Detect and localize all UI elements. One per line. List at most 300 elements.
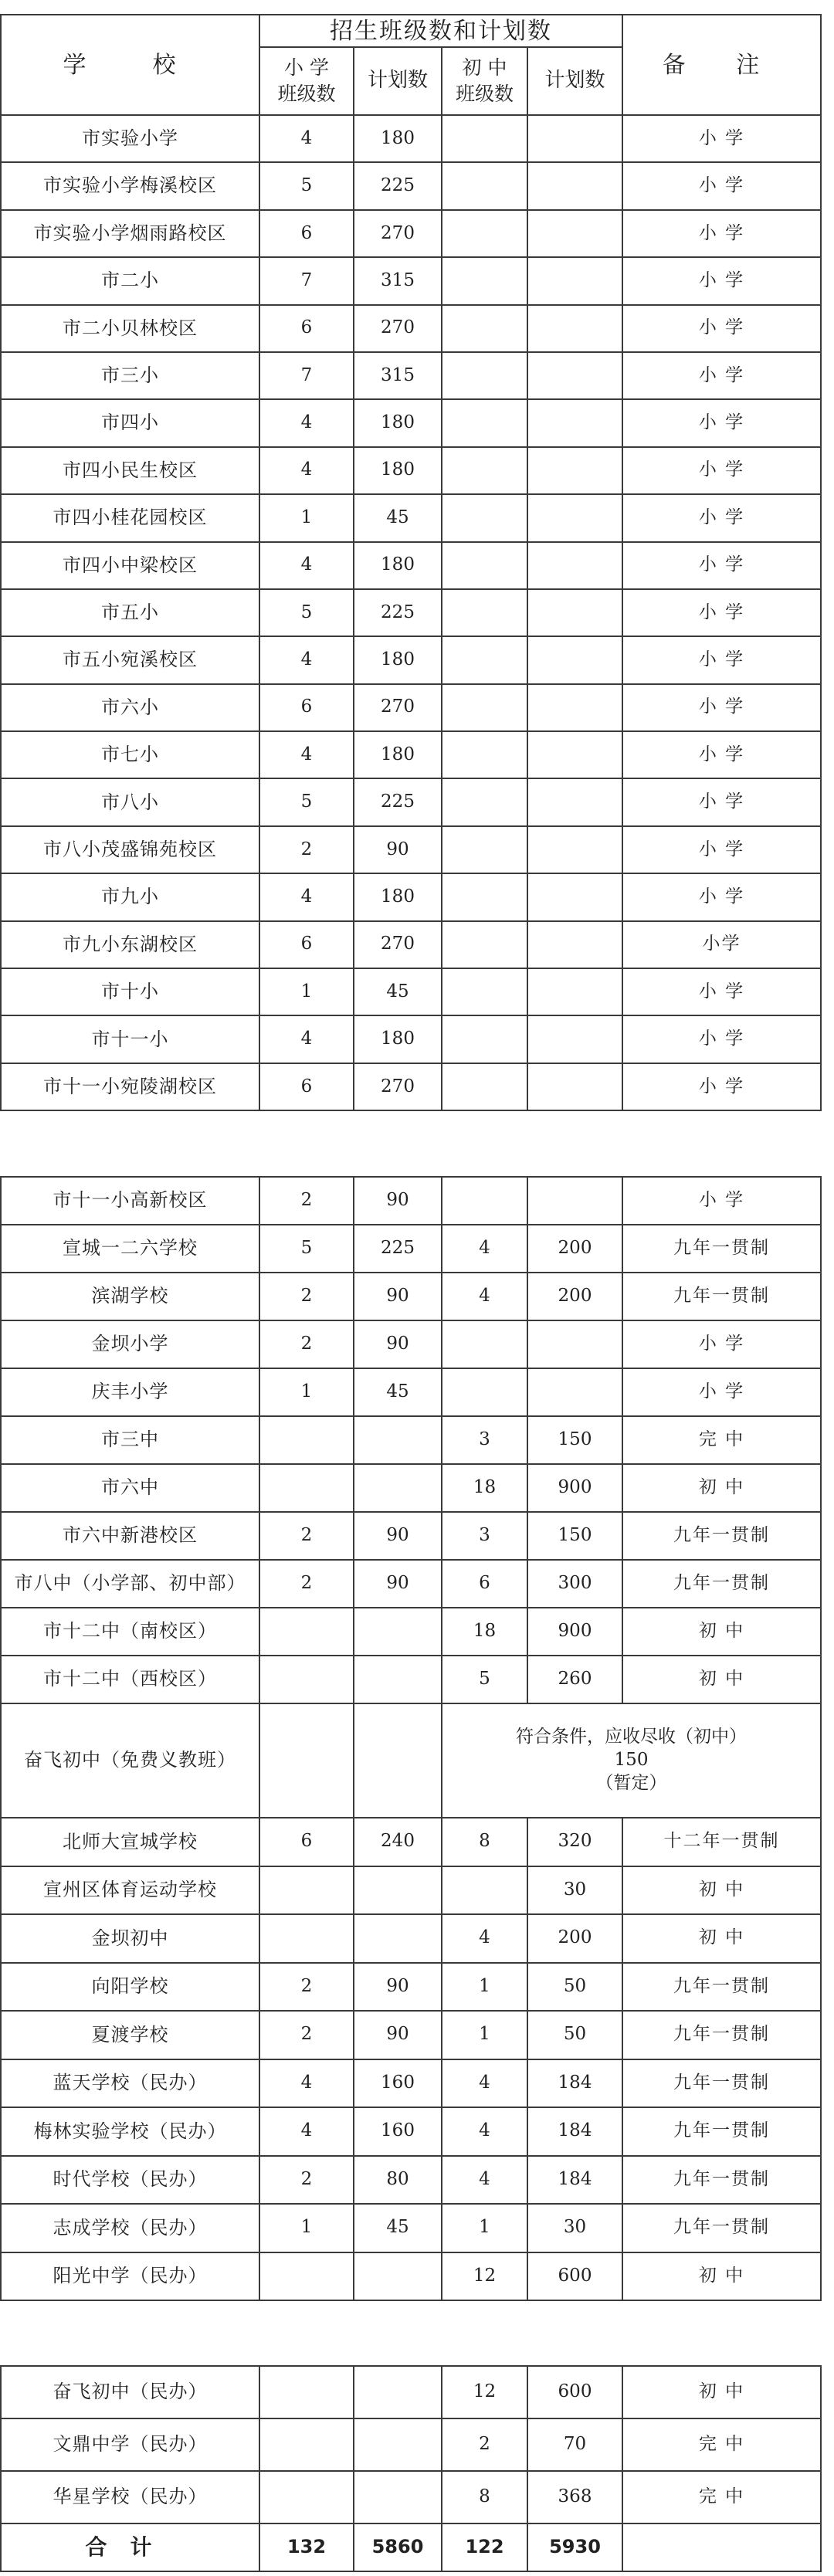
table-row — [1, 968, 821, 1015]
primary-classes-cell: 2 — [259, 2156, 354, 2205]
school-name-cell: 市十二中（西校区） — [1, 1656, 259, 1703]
middle-plan-cell: 300 — [527, 1560, 622, 1608]
primary-plan-cell — [354, 1608, 442, 1656]
primary-classes-cell — [259, 1656, 354, 1703]
primary-plan-cell: 270 — [354, 305, 442, 352]
middle-classes-cell: 12 — [442, 2252, 527, 2301]
primary-classes-cell — [259, 1608, 354, 1656]
table-row — [1, 2204, 821, 2252]
enrollment-table-part-1 — [0, 14, 822, 1111]
middle-plan-cell: 600 — [527, 2366, 622, 2418]
table-row — [1, 2156, 821, 2205]
primary-classes-cell — [259, 1416, 354, 1464]
middle-classes-cell: 1 — [442, 2204, 527, 2252]
primary-classes-cell: 7 — [259, 257, 354, 304]
primary-plan-cell — [354, 2471, 442, 2523]
primary-classes-cell: 1 — [259, 1368, 354, 1416]
middle-classes-cell: 3 — [442, 1512, 527, 1560]
middle-plan-cell — [527, 873, 622, 920]
school-name-cell: 市六小 — [1, 684, 259, 731]
table-row — [1, 305, 821, 352]
primary-classes-cell: 4 — [259, 542, 354, 589]
middle-plan-cell: 200 — [527, 1225, 622, 1273]
primary-classes-cell — [259, 1866, 354, 1915]
primary-plan-cell: 90 — [354, 826, 442, 873]
primary-classes-cell: 4 — [259, 2059, 354, 2108]
middle-classes-cell — [442, 826, 527, 873]
primary-classes-cell: 2 — [259, 1177, 354, 1225]
middle-plan-cell: 600 — [527, 2252, 622, 2301]
table-row-fenfei — [1, 1703, 821, 1818]
note-cell: 九年一贯制 — [622, 2059, 821, 2108]
middle-plan-cell: 900 — [527, 1608, 622, 1656]
table-row — [1, 1818, 821, 1866]
note-cell: 小 学 — [622, 873, 821, 920]
middle-classes-cell — [442, 731, 527, 778]
primary-classes-cell: 2 — [259, 1273, 354, 1320]
note-cell: 九年一贯制 — [622, 2107, 821, 2156]
middle-classes-cell — [442, 1320, 527, 1368]
table-row — [1, 1608, 821, 1656]
table-row — [1, 873, 821, 920]
middle-plan-cell — [527, 210, 622, 257]
school-name-cell: 市十一小宛陵湖校区 — [1, 1063, 259, 1110]
primary-plan-cell — [354, 1464, 442, 1512]
note-cell: 小 学 — [622, 447, 821, 494]
middle-classes-cell — [442, 305, 527, 352]
middle-classes-cell — [442, 684, 527, 731]
primary-plan-cell: 45 — [354, 494, 442, 541]
middle-plan-cell: 50 — [527, 1963, 622, 2012]
fenfei-note-cell — [442, 1703, 821, 1818]
primary-classes-cell: 2 — [259, 826, 354, 873]
school-name-cell: 华星学校（民办） — [1, 2471, 259, 2523]
school-name-cell: 志成学校（民办） — [1, 2204, 259, 2252]
primary-plan-cell: 5860 — [354, 2523, 442, 2571]
primary-classes-cell: 1 — [259, 494, 354, 541]
school-name-cell: 市八小 — [1, 778, 259, 825]
middle-classes-cell — [442, 968, 527, 1015]
table-row — [1, 1866, 821, 1915]
middle-plan-cell: 900 — [527, 1464, 622, 1512]
primary-plan-cell: 225 — [354, 162, 442, 209]
primary-classes-cell — [259, 2471, 354, 2523]
middle-plan-cell — [527, 305, 622, 352]
table-row — [1, 2252, 821, 2301]
table-row — [1, 1416, 821, 1464]
school-name-cell: 阳光中学（民办） — [1, 2252, 259, 2301]
note-cell: 十二年一贯制 — [622, 1818, 821, 1866]
middle-plan-cell — [527, 589, 622, 636]
middle-classes-cell: 18 — [442, 1608, 527, 1656]
primary-classes-cell: 6 — [259, 1818, 354, 1866]
enrollment-table-part-3 — [0, 2365, 822, 2572]
middle-classes-cell — [442, 589, 527, 636]
primary-classes-cell: 6 — [259, 684, 354, 731]
note-cell: 初 中 — [622, 1608, 821, 1656]
primary-classes-cell: 1 — [259, 2204, 354, 2252]
note-cell: 九年一贯制 — [622, 1225, 821, 1273]
middle-plan-cell — [527, 1320, 622, 1368]
middle-classes-cell — [442, 210, 527, 257]
middle-plan-cell: 30 — [527, 1866, 622, 1915]
fenfei-line2: 150 — [614, 1750, 649, 1771]
table-row — [1, 1464, 821, 1512]
school-name-cell: 北师大宣城学校 — [1, 1818, 259, 1866]
note-cell: 小 学 — [622, 636, 821, 683]
middle-classes-cell: 12 — [442, 2366, 527, 2418]
middle-plan-cell — [527, 684, 622, 731]
note-cell: 小 学 — [622, 778, 821, 825]
school-name-cell: 市十小 — [1, 968, 259, 1015]
header-middle-classes-line1: 初 中 — [462, 56, 507, 80]
middle-classes-cell — [442, 1866, 527, 1915]
primary-plan-cell: 90 — [354, 1177, 442, 1225]
primary-classes-cell: 2 — [259, 1320, 354, 1368]
table-row — [1, 257, 821, 304]
primary-classes-cell: 6 — [259, 1063, 354, 1110]
primary-plan-cell: 45 — [354, 2204, 442, 2252]
school-name-cell: 市三中 — [1, 1416, 259, 1464]
school-name-cell: 奋飞初中（民办） — [1, 2366, 259, 2418]
primary-classes-cell: 4 — [259, 731, 354, 778]
primary-plan-cell: 315 — [354, 257, 442, 304]
header-primary-classes-line2: 班级数 — [277, 83, 336, 105]
middle-classes-cell: 4 — [442, 1914, 527, 1963]
primary-classes-cell: 4 — [259, 2107, 354, 2156]
header-primary-plan: 计划数 — [354, 47, 442, 115]
table-row — [1, 589, 821, 636]
table-row — [1, 352, 821, 399]
primary-plan-cell — [354, 1416, 442, 1464]
primary-plan-cell: 270 — [354, 1063, 442, 1110]
table-row — [1, 684, 821, 731]
primary-plan-cell: 90 — [354, 1320, 442, 1368]
middle-plan-cell — [527, 731, 622, 778]
middle-classes-cell — [442, 162, 527, 209]
table-row — [1, 494, 821, 541]
school-name-cell: 市四小民生校区 — [1, 447, 259, 494]
primary-classes-cell: 2 — [259, 1963, 354, 2012]
note-cell: 小 学 — [622, 684, 821, 731]
note-cell: 小 学 — [622, 1015, 821, 1063]
header-primary-classes-line1: 小 学 — [284, 56, 329, 80]
middle-plan-cell: 70 — [527, 2418, 622, 2471]
middle-plan-cell: 150 — [527, 1512, 622, 1560]
school-name-cell: 庆丰小学 — [1, 1368, 259, 1416]
table-row — [1, 1963, 821, 2012]
middle-classes-cell: 4 — [442, 1225, 527, 1273]
school-name-cell: 市七小 — [1, 731, 259, 778]
primary-plan-cell — [354, 1914, 442, 1963]
note-cell: 小 学 — [622, 257, 821, 304]
table-row — [1, 1273, 821, 1320]
table-row — [1, 778, 821, 825]
middle-classes-cell: 8 — [442, 2471, 527, 2523]
middle-plan-cell — [527, 447, 622, 494]
middle-plan-cell: 368 — [527, 2471, 622, 2523]
note-cell: 九年一贯制 — [622, 1560, 821, 1608]
primary-classes-cell — [259, 1464, 354, 1512]
table-row — [1, 1368, 821, 1416]
middle-classes-cell — [442, 873, 527, 920]
table-row — [1, 1512, 821, 1560]
primary-plan-cell: 180 — [354, 873, 442, 920]
primary-plan-cell: 180 — [354, 399, 442, 446]
table-row — [1, 1177, 821, 1225]
note-cell: 小 学 — [622, 826, 821, 873]
primary-classes-cell: 5 — [259, 778, 354, 825]
note-cell: 小 学 — [622, 494, 821, 541]
primary-plan-cell: 160 — [354, 2059, 442, 2108]
primary-plan-cell: 90 — [354, 1560, 442, 1608]
middle-classes-cell — [442, 115, 527, 162]
primary-plan-cell — [354, 1866, 442, 1915]
note-cell: 小 学 — [622, 352, 821, 399]
middle-classes-cell — [442, 447, 527, 494]
primary-classes-cell — [259, 2366, 354, 2418]
primary-plan-cell: 45 — [354, 968, 442, 1015]
middle-classes-cell — [442, 778, 527, 825]
table-row — [1, 2523, 821, 2571]
middle-plan-cell: 30 — [527, 2204, 622, 2252]
header-middle-classes-line2: 班级数 — [455, 83, 514, 105]
note-cell: 初 中 — [622, 1656, 821, 1703]
middle-classes-cell: 3 — [442, 1416, 527, 1464]
middle-classes-cell — [442, 542, 527, 589]
primary-classes-cell: 2 — [259, 1512, 354, 1560]
table-row — [1, 162, 821, 209]
primary-plan-cell: 225 — [354, 589, 442, 636]
middle-plan-cell: 200 — [527, 1273, 622, 1320]
primary-classes-cell: 4 — [259, 1015, 354, 1063]
header-plan-group: 招生班级数和计划数 — [259, 15, 622, 47]
school-name-cell: 市十二中（南校区） — [1, 1608, 259, 1656]
table-row — [1, 542, 821, 589]
primary-classes-cell — [259, 1914, 354, 1963]
school-name-cell: 市五小 — [1, 589, 259, 636]
primary-classes-cell: 4 — [259, 399, 354, 446]
primary-classes-cell: 4 — [259, 115, 354, 162]
primary-classes-cell — [259, 2252, 354, 2301]
table-row — [1, 1656, 821, 1703]
middle-classes-cell — [442, 352, 527, 399]
primary-classes-cell: 132 — [259, 2523, 354, 2571]
primary-plan-cell: 90 — [354, 1512, 442, 1560]
note-cell: 小 学 — [622, 1368, 821, 1416]
header-note: 备 注 — [622, 15, 821, 115]
primary-plan-cell — [354, 1703, 442, 1818]
middle-classes-cell — [442, 257, 527, 304]
primary-classes-cell: 4 — [259, 636, 354, 683]
school-name-cell: 市六中新港校区 — [1, 1512, 259, 1560]
primary-plan-cell: 225 — [354, 778, 442, 825]
note-cell: 九年一贯制 — [622, 1512, 821, 1560]
note-cell: 小 学 — [622, 210, 821, 257]
middle-classes-cell: 1 — [442, 2011, 527, 2059]
note-cell: 小 学 — [622, 589, 821, 636]
table-row — [1, 1560, 821, 1608]
middle-classes-cell — [442, 1177, 527, 1225]
middle-classes-cell — [442, 921, 527, 968]
school-name-cell: 宣城一二六学校 — [1, 1225, 259, 1273]
primary-classes-cell — [259, 2418, 354, 2471]
school-name-cell: 向阳学校 — [1, 1963, 259, 2012]
note-cell: 九年一贯制 — [622, 2156, 821, 2205]
primary-plan-cell: 225 — [354, 1225, 442, 1273]
middle-plan-cell: 184 — [527, 2156, 622, 2205]
primary-classes-cell: 5 — [259, 1225, 354, 1273]
primary-classes-cell — [259, 1703, 354, 1818]
middle-plan-cell: 320 — [527, 1818, 622, 1866]
note-cell: 小 学 — [622, 162, 821, 209]
primary-classes-cell: 6 — [259, 921, 354, 968]
primary-classes-cell: 5 — [259, 162, 354, 209]
table-row — [1, 2418, 821, 2471]
school-name-cell: 夏渡学校 — [1, 2011, 259, 2059]
table-row — [1, 1914, 821, 1963]
school-name-cell: 市八小茂盛锦苑校区 — [1, 826, 259, 873]
primary-plan-cell: 270 — [354, 921, 442, 968]
middle-plan-cell — [527, 1015, 622, 1063]
primary-plan-cell — [354, 2418, 442, 2471]
middle-classes-cell: 4 — [442, 2156, 527, 2205]
table-row — [1, 636, 821, 683]
note-cell: 初 中 — [622, 1464, 821, 1512]
middle-plan-cell — [527, 115, 622, 162]
school-name-cell: 市四小桂花园校区 — [1, 494, 259, 541]
primary-plan-cell — [354, 1656, 442, 1703]
primary-plan-cell — [354, 2252, 442, 2301]
middle-classes-cell: 5 — [442, 1656, 527, 1703]
middle-classes-cell — [442, 1063, 527, 1110]
table-row — [1, 1015, 821, 1063]
note-cell: 完 中 — [622, 2471, 821, 2523]
middle-plan-cell — [527, 636, 622, 683]
middle-plan-cell — [527, 778, 622, 825]
primary-classes-cell: 2 — [259, 2011, 354, 2059]
middle-plan-cell — [527, 257, 622, 304]
school-name-cell: 梅林实验学校（民办） — [1, 2107, 259, 2156]
school-name-cell: 市十一小 — [1, 1015, 259, 1063]
primary-plan-cell: 160 — [354, 2107, 442, 2156]
middle-classes-cell — [442, 1368, 527, 1416]
note-cell: 完 中 — [622, 1416, 821, 1464]
primary-plan-cell: 180 — [354, 542, 442, 589]
school-name-cell: 文鼎中学（民办） — [1, 2418, 259, 2471]
middle-plan-cell: 150 — [527, 1416, 622, 1464]
middle-classes-cell — [442, 636, 527, 683]
primary-plan-cell: 180 — [354, 731, 442, 778]
middle-plan-cell — [527, 1063, 622, 1110]
school-name-cell: 宣州区体育运动学校 — [1, 1866, 259, 1915]
school-name-cell: 市九小东湖校区 — [1, 921, 259, 968]
note-cell: 小学 — [622, 921, 821, 968]
table-row — [1, 826, 821, 873]
middle-plan-cell — [527, 826, 622, 873]
middle-plan-cell: 50 — [527, 2011, 622, 2059]
table-row — [1, 2107, 821, 2156]
table-row — [1, 2366, 821, 2418]
table-row — [1, 1320, 821, 1368]
school-name-cell: 市二小贝林校区 — [1, 305, 259, 352]
middle-plan-cell: 200 — [527, 1914, 622, 1963]
middle-plan-cell: 5930 — [527, 2523, 622, 2571]
middle-plan-cell — [527, 1177, 622, 1225]
table-row — [1, 921, 821, 968]
header-primary-classes — [259, 47, 354, 115]
school-name-cell: 金坝初中 — [1, 1914, 259, 1963]
primary-classes-cell: 6 — [259, 210, 354, 257]
table-row — [1, 210, 821, 257]
primary-classes-cell: 7 — [259, 352, 354, 399]
middle-classes-cell: 18 — [442, 1464, 527, 1512]
middle-plan-cell — [527, 162, 622, 209]
middle-plan-cell — [527, 352, 622, 399]
middle-classes-cell: 2 — [442, 2418, 527, 2471]
middle-plan-cell — [527, 968, 622, 1015]
middle-classes-cell: 122 — [442, 2523, 527, 2571]
middle-classes-cell — [442, 1015, 527, 1063]
primary-classes-cell: 5 — [259, 589, 354, 636]
table-row — [1, 1225, 821, 1273]
note-cell: 小 学 — [622, 731, 821, 778]
middle-plan-cell — [527, 1368, 622, 1416]
table-row — [1, 1063, 821, 1110]
note-cell: 小 学 — [622, 115, 821, 162]
primary-plan-cell: 80 — [354, 2156, 442, 2205]
middle-plan-cell — [527, 399, 622, 446]
middle-classes-cell: 8 — [442, 1818, 527, 1866]
primary-plan-cell: 180 — [354, 447, 442, 494]
school-name-cell: 奋飞初中（免费义教班） — [1, 1703, 259, 1818]
school-name-cell: 市四小中梁校区 — [1, 542, 259, 589]
primary-plan-cell: 180 — [354, 115, 442, 162]
table-row — [1, 115, 821, 162]
note-cell: 初 中 — [622, 1914, 821, 1963]
note-cell: 小 学 — [622, 968, 821, 1015]
school-name-cell: 市四小 — [1, 399, 259, 446]
header-middle-classes — [442, 47, 527, 115]
note-cell — [622, 2523, 821, 2571]
note-cell: 初 中 — [622, 2366, 821, 2418]
middle-plan-cell: 184 — [527, 2107, 622, 2156]
school-name-cell: 合计 — [1, 2523, 259, 2571]
fenfei-line3: （暂定） — [595, 1772, 667, 1793]
school-name-cell: 市八中（小学部、初中部） — [1, 1560, 259, 1608]
school-name-cell: 市九小 — [1, 873, 259, 920]
primary-plan-cell: 180 — [354, 1015, 442, 1063]
primary-classes-cell: 2 — [259, 1560, 354, 1608]
middle-classes-cell: 1 — [442, 1963, 527, 2012]
school-name-cell: 市二小 — [1, 257, 259, 304]
primary-plan-cell: 180 — [354, 636, 442, 683]
note-cell: 九年一贯制 — [622, 1273, 821, 1320]
note-cell: 九年一贯制 — [622, 2011, 821, 2059]
header-middle-plan: 计划数 — [527, 47, 622, 115]
table-row — [1, 447, 821, 494]
primary-plan-cell: 270 — [354, 210, 442, 257]
school-name-cell: 时代学校（民办） — [1, 2156, 259, 2205]
note-cell: 小 学 — [622, 399, 821, 446]
school-name-cell: 市六中 — [1, 1464, 259, 1512]
primary-plan-cell: 90 — [354, 1963, 442, 2012]
school-name-cell: 滨湖学校 — [1, 1273, 259, 1320]
note-cell: 初 中 — [622, 2252, 821, 2301]
primary-classes-cell: 4 — [259, 447, 354, 494]
middle-plan-cell: 260 — [527, 1656, 622, 1703]
school-name-cell: 市实验小学烟雨路校区 — [1, 210, 259, 257]
